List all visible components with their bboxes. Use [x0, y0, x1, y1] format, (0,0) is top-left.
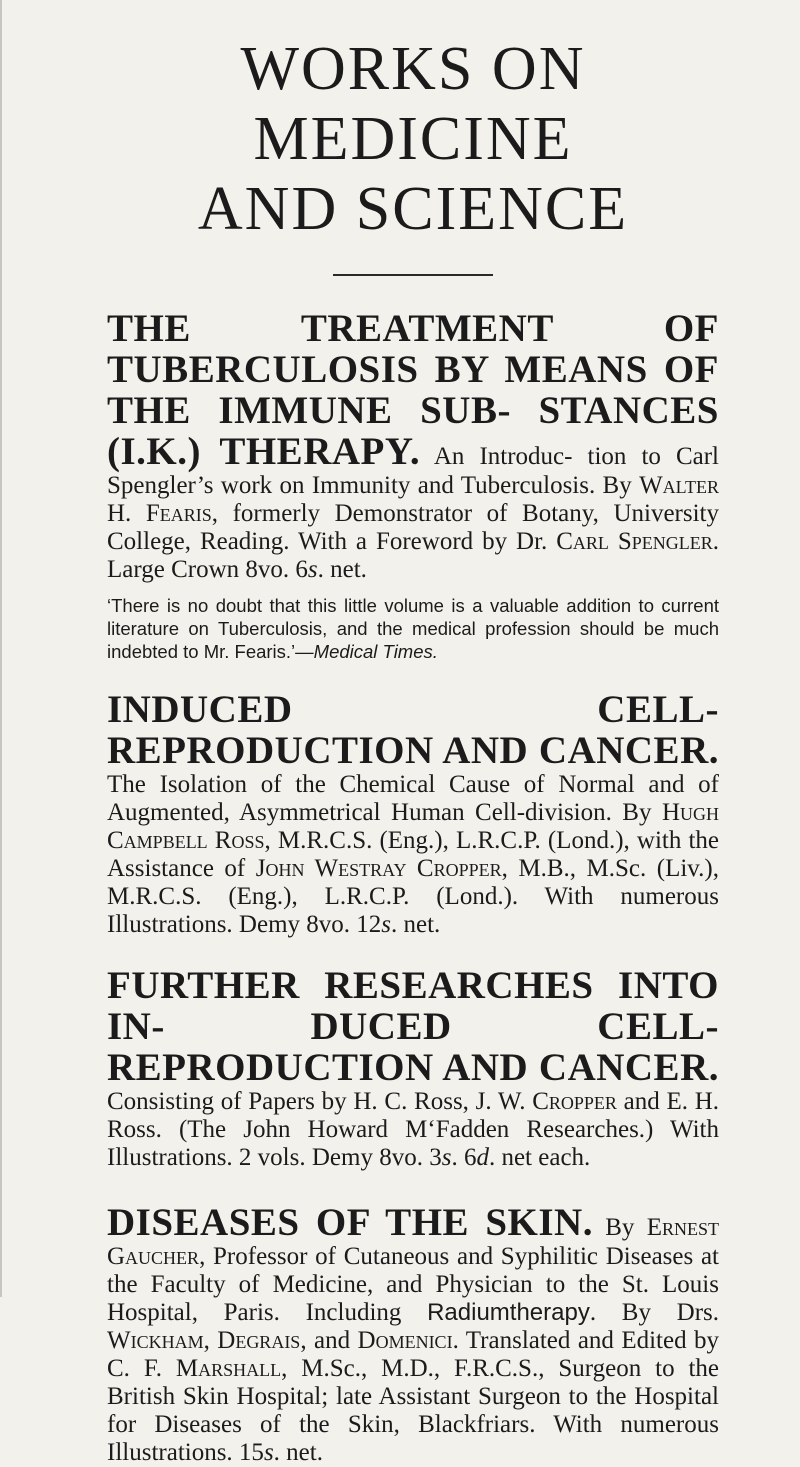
entry-lede: An Introduc-	[433, 443, 573, 470]
page-edge	[0, 0, 2, 1297]
press-quote	[107, 594, 719, 663]
page-heading-line-1: WORKS ON MEDICINE	[240, 35, 586, 173]
entry-body: The Isolation of the Chemical Cause of Normal and of Augmented, Asymmetrical Human Cell-division. By	[107, 771, 719, 826]
entry-editor: Marshall	[175, 1355, 282, 1382]
entry-price-tail: . net.	[317, 556, 367, 583]
book-entry-cell-reproduction	[107, 689, 719, 939]
entry-body: . Translated and Edited by C. F.	[107, 1327, 720, 1382]
entry-body: tion to Carl Spengler’s work on Immunity and Tuberculosis. By	[107, 443, 719, 499]
quote-text: ‘There is no doubt that this little volume is a valuable addition to current literature on Tuberculosis, and the medical profession should be much indebted to Mr. Fearis.’—	[107, 595, 719, 662]
entry-body: Consisting of Papers by H. C. Ross, J. W.	[107, 1088, 533, 1115]
entry-body: . Large Crown 8vo. 6	[107, 528, 719, 583]
entry-body: , and	[300, 1327, 358, 1354]
entry-price-tail: . net each.	[488, 1144, 591, 1171]
entry-currency: s	[307, 556, 318, 583]
entry-title: INDUCED CELL-REPRODUCTION AND CANCER.	[107, 688, 719, 772]
entry-author: Cropper	[532, 1088, 617, 1115]
entry-currency: s	[263, 1439, 274, 1466]
entry-body: , Professor of Cutaneous and Syphilitic Diseases at the Faculty of Medicine, and Physician to the St. Louis Hospital, Paris. Including	[107, 1243, 719, 1326]
entry-title: THE TREATMENT OF TUBERCULOSIS BY MEANS OF THE IMMUNE SUB- STANCES (I.K.) THERAPY.	[107, 307, 719, 473]
entry-by: By	[605, 1214, 647, 1241]
entry-author: Walter H. Fearis	[107, 472, 719, 527]
entry-body: , formerly Demonstrator of Botany, University College, Reading. With a Foreword by Dr.	[107, 500, 719, 555]
entry-body: and E. H. Ross. (The John Howard M‘Fadden Researches.) With Illustrations. 2 vols. Demy 8vo. 3	[107, 1088, 719, 1171]
entry-pence: d	[476, 1144, 489, 1171]
page-heading-line-2: AND SCIENCE	[197, 175, 629, 243]
entry-price-tail: . net.	[391, 911, 441, 938]
entry-currency: s	[381, 911, 392, 938]
entry-text	[107, 308, 719, 584]
entry-currency: s	[441, 1144, 452, 1171]
entry-doctors: Wickham, Degrais	[107, 1327, 301, 1354]
entry-radiumtherapy: Radiumtherapy	[427, 1299, 590, 1326]
entry-body: , M.R.C.S. (Eng.), L.R.C.P. (Lond.), with the Assistance of	[107, 827, 719, 882]
book-entry-tuberculosis	[107, 308, 719, 663]
entry-foreword-author: Carl Spengler	[556, 528, 713, 555]
entry-text	[107, 1202, 719, 1467]
catalogue-page	[107, 0, 719, 1467]
entry-body: . By Drs.	[589, 1299, 719, 1326]
entry-author: Ernest Gaucher	[107, 1214, 719, 1270]
quote-source: Medical Times.	[313, 641, 438, 662]
entry-body: , M.B., M.Sc. (Liv.), M.R.C.S. (Eng.), L.R.C.P. (Lond.). With numerous Illustrations. Demy 8vo. 12	[107, 855, 719, 938]
entry-body: . 6	[451, 1144, 477, 1171]
entry-text	[107, 965, 719, 1172]
book-entry-further-researches	[107, 965, 719, 1172]
entry-text	[107, 689, 719, 939]
entry-title: FURTHER RESEARCHES INTO IN- DUCED CELL-REPRODUCTION AND CANCER.	[107, 964, 719, 1089]
entry-coauthor: John Westray Cropper	[255, 855, 502, 882]
entry-title: DISEASES OF THE SKIN.	[107, 1201, 593, 1244]
heading-rule	[333, 274, 493, 276]
entry-doctor-last: Domenici	[357, 1327, 453, 1354]
entry-author: Hugh Campbell Ross	[107, 799, 719, 854]
entry-price-tail: . net.	[273, 1439, 323, 1466]
entry-body: , M.Sc., M.D., F.R.C.S., Surgeon to the British Skin Hospital; late Assistant Surgeon to the Hospital for Diseases of the Skin, Blackfriars. With numerous Illustrations. 15	[107, 1355, 720, 1466]
book-entry-diseases-of-the-skin	[107, 1202, 719, 1467]
